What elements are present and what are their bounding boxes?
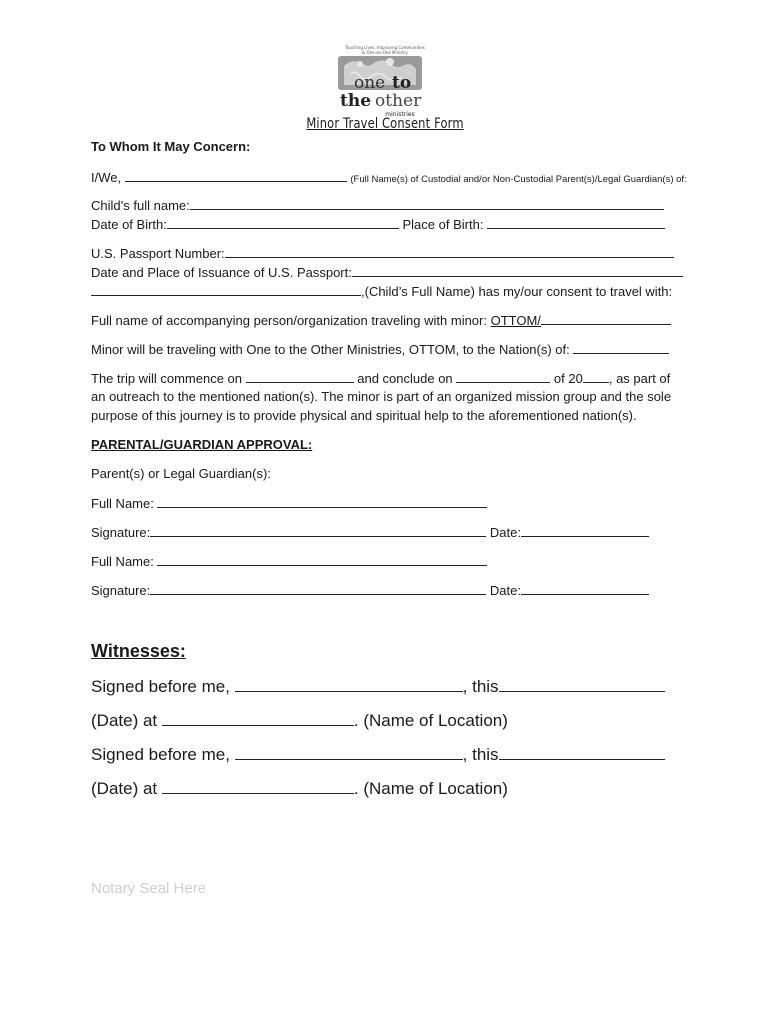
logo-tagline-1: Touching Lives, Improving Communities	[345, 45, 425, 50]
salutation: To Whom It May Concern:	[91, 139, 251, 154]
parents-label: Parent(s) or Legal Guardian(s):	[91, 466, 271, 481]
ministry-logo	[330, 44, 440, 120]
iwe-label: I/We,	[91, 170, 122, 185]
child-full-name-field[interactable]	[91, 283, 361, 296]
signature-row-1	[91, 524, 649, 540]
location-label: . (Name of Location)	[353, 711, 508, 730]
full-name-row-1	[91, 495, 487, 511]
signature-label: Signature:	[91, 525, 151, 540]
signature-field-2[interactable]	[150, 582, 486, 595]
dob-row	[91, 216, 665, 232]
full-name-label: Full Name:	[91, 496, 154, 511]
signed-before-row-2	[91, 744, 665, 765]
trip-of20-label: of 20	[553, 371, 583, 386]
dob-label: Date of Birth:	[91, 217, 167, 232]
this-label: , this	[462, 745, 499, 764]
witness-location-field-2[interactable]	[162, 778, 354, 794]
approval-heading: PARENTAL/GUARDIAN APPROVAL:	[91, 437, 313, 452]
trip-row-2: an outreach to the mentioned nation(s). The minor is part of an organized mission group and the sole	[91, 389, 672, 404]
iwe-row	[91, 169, 687, 185]
full-name-row-2	[91, 553, 487, 569]
trip-row-3: purpose of this journey is to provide physical and spiritual help to the aforementioned nation(s).	[91, 408, 637, 423]
date-field-1[interactable]	[521, 524, 649, 537]
logo-tagline-2: & One-on-One Ministry	[362, 50, 408, 55]
signature-label: Signature:	[91, 583, 151, 598]
passport-number-field[interactable]	[225, 245, 674, 258]
date-at-label: (Date) at	[91, 711, 158, 730]
logo-word-to: to	[392, 73, 412, 93]
passport-number-row	[91, 245, 674, 261]
signed-before-label: Signed before me,	[91, 745, 230, 764]
form-title: Minor Travel Consent Form	[306, 116, 464, 132]
witness-signature-field-2[interactable]	[235, 744, 463, 760]
location-label: . (Name of Location)	[353, 779, 508, 798]
logo-word-the: the	[340, 91, 372, 111]
signature-row-2	[91, 582, 649, 598]
date-field-2[interactable]	[521, 582, 649, 595]
passport-issuance-label: Date and Place of Issuance of U.S. Passport:	[91, 265, 352, 280]
trip-commence-label: The trip will commence on	[91, 371, 242, 386]
signed-before-label: Signed before me,	[91, 677, 230, 696]
trip-year-field[interactable]	[583, 370, 609, 383]
witness-this-field-1[interactable]	[499, 676, 665, 692]
nations-row	[91, 341, 669, 357]
trip-aspartof: , as part of	[608, 371, 671, 386]
passport-number-label: U.S. Passport Number:	[91, 246, 225, 261]
witness-location-field-1[interactable]	[162, 710, 354, 726]
date-at-row-2	[91, 778, 508, 799]
pob-field[interactable]	[487, 216, 665, 229]
nations-field[interactable]	[573, 341, 669, 354]
date-at-label: (Date) at	[91, 779, 158, 798]
notary-seal-placeholder: Notary Seal Here	[91, 880, 207, 897]
dob-field[interactable]	[167, 216, 399, 229]
witness-signature-field-1[interactable]	[235, 676, 463, 692]
consent-row	[91, 283, 672, 299]
accompany-field[interactable]	[541, 312, 671, 325]
witnesses-heading: Witnesses:	[91, 641, 186, 661]
logo-word-other: other	[375, 91, 422, 111]
full-name-label: Full Name:	[91, 554, 154, 569]
full-name-field-2[interactable]	[157, 553, 487, 566]
child-name-field[interactable]	[190, 197, 664, 210]
signed-before-row-1	[91, 676, 665, 697]
child-name-label: Child’s full name:	[91, 198, 190, 213]
accompany-value[interactable]: OTTOM/	[490, 313, 541, 328]
accompany-label: Full name of accompanying person/organization traveling with minor:	[91, 313, 487, 328]
passport-issuance-row	[91, 264, 683, 280]
full-name-field-1[interactable]	[157, 495, 487, 508]
date-label: Date:	[489, 583, 521, 598]
accompany-row	[91, 312, 671, 328]
nations-label: Minor will be traveling with One to the Other Ministries, OTTOM, to the Nation(s) of:	[91, 342, 570, 357]
date-label: Date:	[489, 525, 521, 540]
parent-names-field[interactable]	[125, 169, 347, 182]
logo-word-one: one	[354, 73, 386, 93]
passport-issuance-field[interactable]	[352, 264, 683, 277]
consent-text: ,(Child’s Full Name) has my/our consent to travel with:	[361, 284, 673, 299]
trip-row-1	[91, 370, 670, 386]
date-at-row-1	[91, 710, 508, 731]
iwe-note: (Full Name(s) of Custodial and/or Non-Custodial Parent(s)/Legal Guardian(s) of:	[350, 174, 687, 185]
pob-label: Place of Birth:	[402, 217, 484, 232]
trip-start-field[interactable]	[246, 370, 354, 383]
trip-end-field[interactable]	[456, 370, 550, 383]
signature-field-1[interactable]	[150, 524, 486, 537]
child-name-row	[91, 197, 664, 213]
logo-word-ministries: ministries	[385, 111, 415, 118]
trip-conclude-label: and conclude on	[357, 371, 453, 386]
witness-this-field-2[interactable]	[499, 744, 665, 760]
this-label: , this	[462, 677, 499, 696]
